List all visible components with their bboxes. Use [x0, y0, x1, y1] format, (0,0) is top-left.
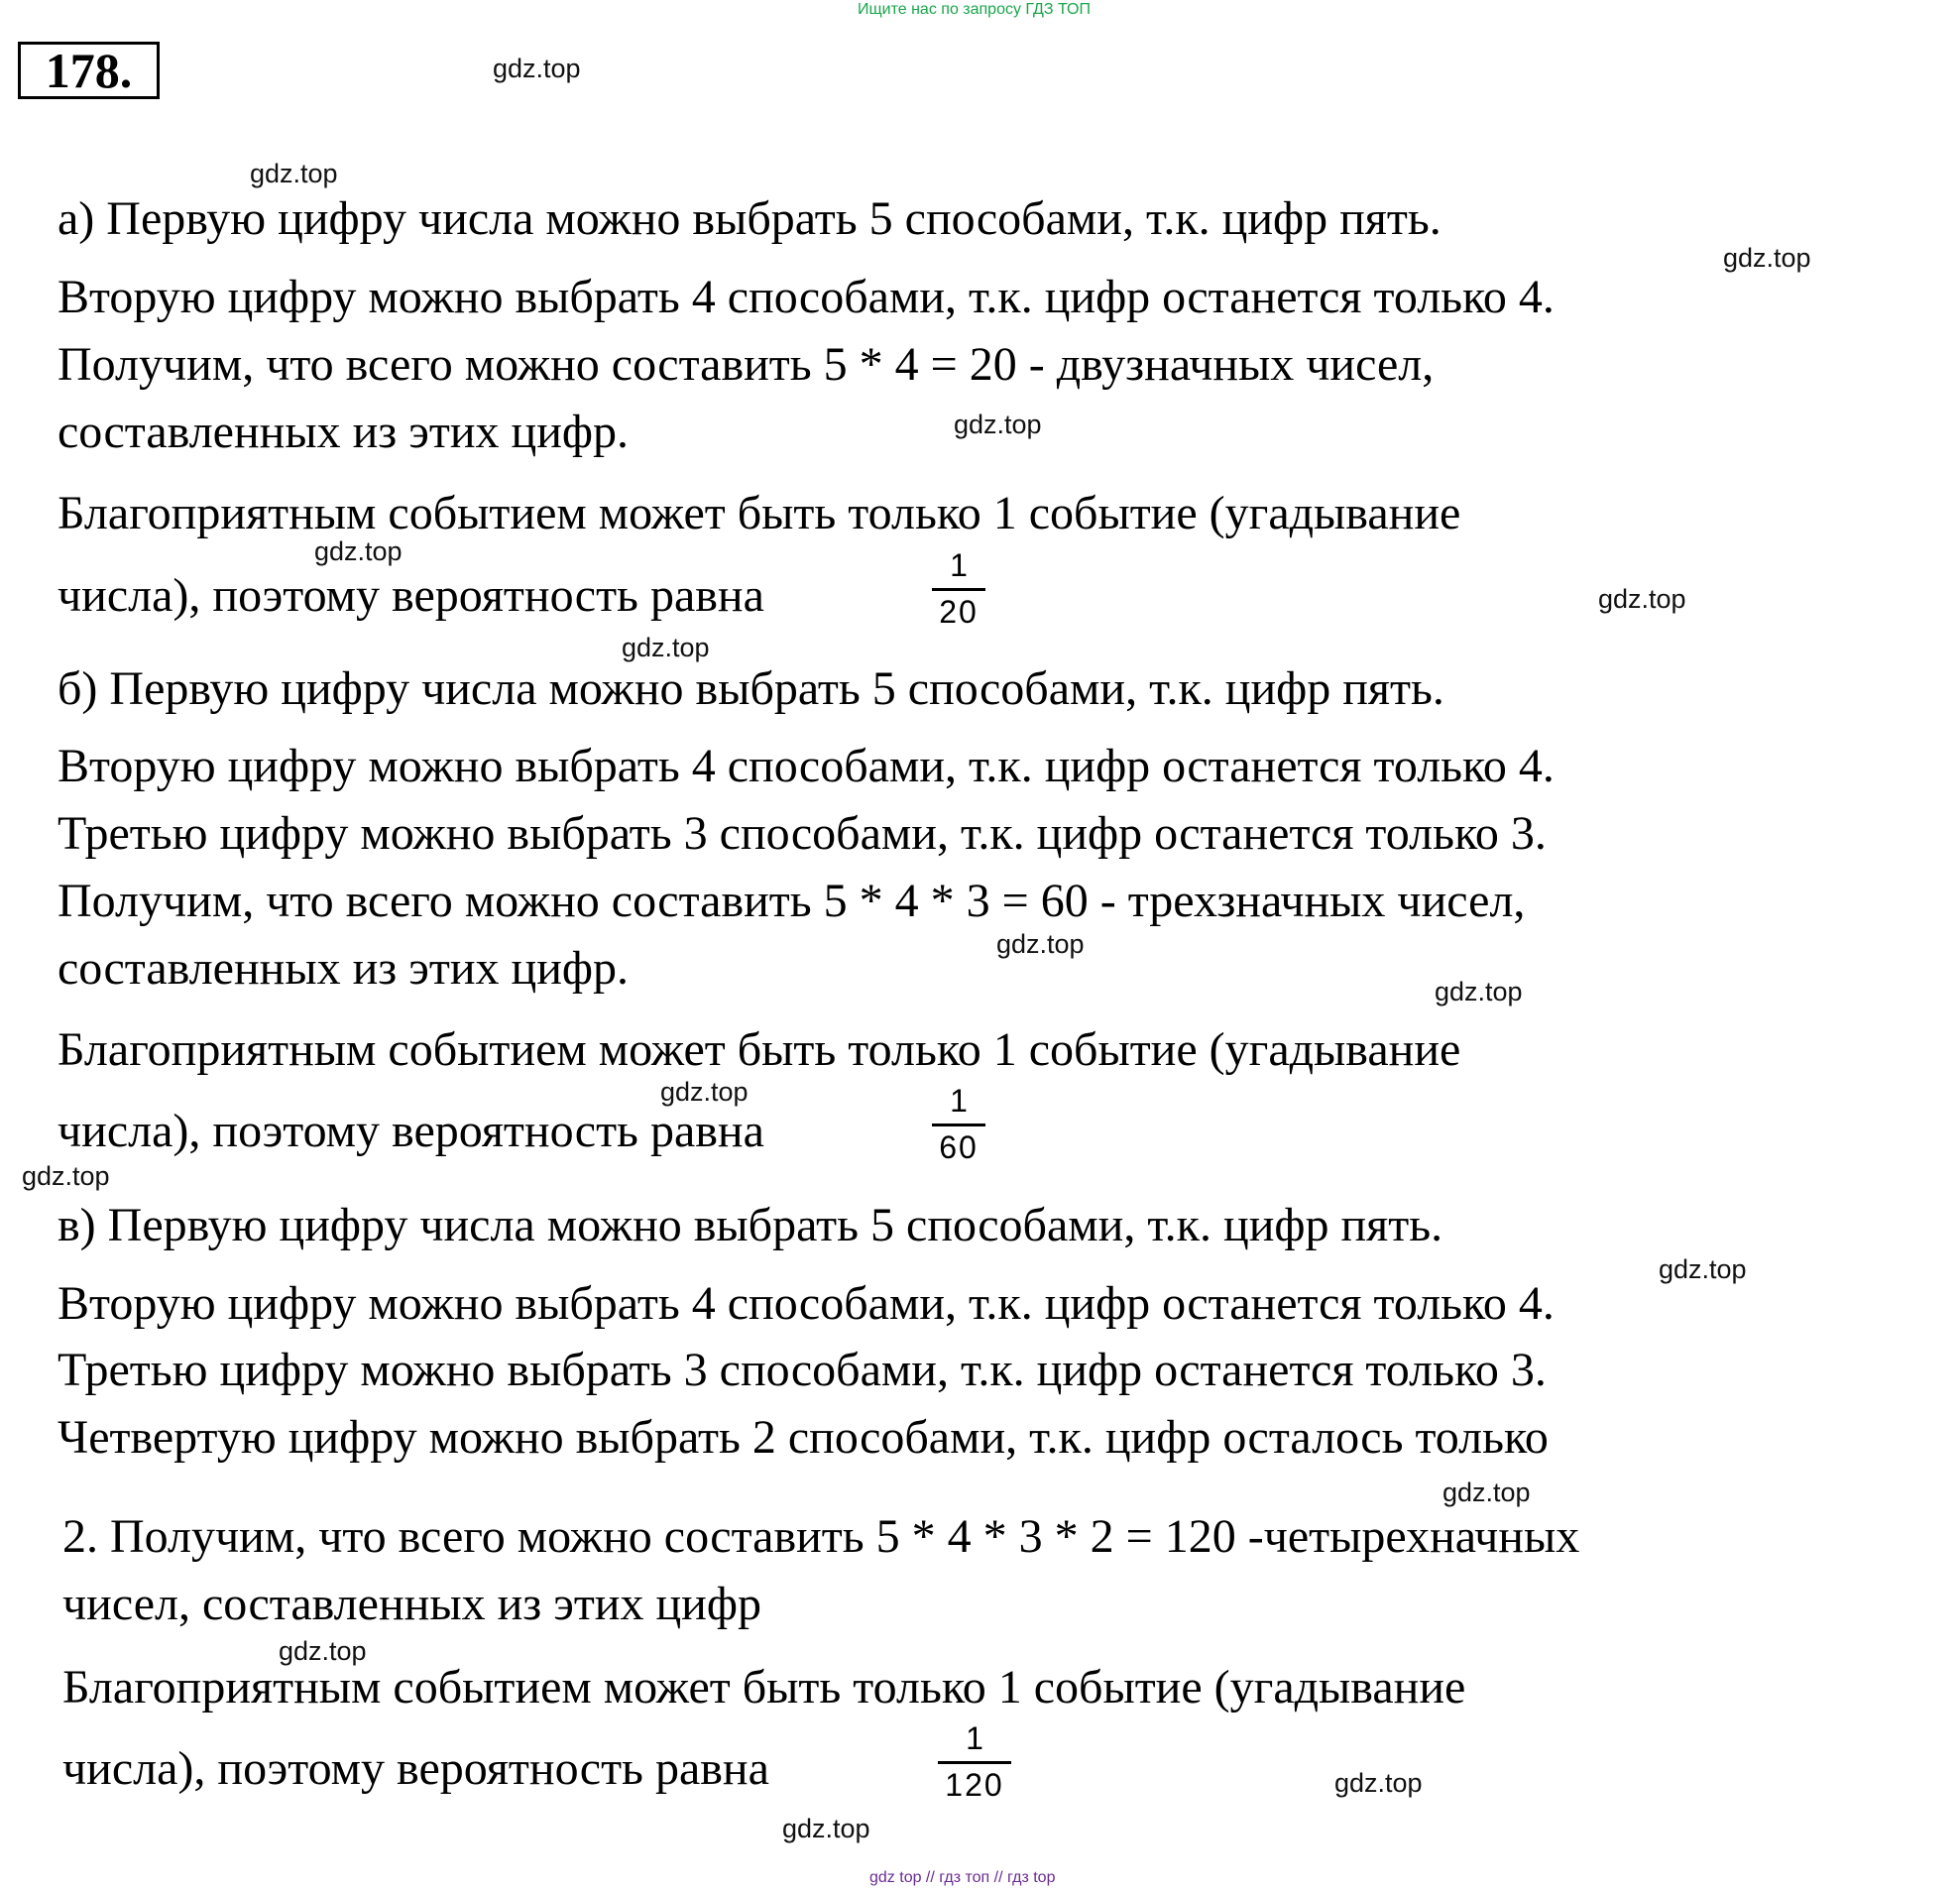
part-a-line-4: составленных из этих цифр.	[58, 406, 629, 458]
watermark: gdz.top	[782, 1814, 870, 1843]
fraction-denominator: 60	[939, 1129, 979, 1165]
part-c-line-2: Вторую цифру можно выбрать 4 способами, т.к. цифр останется только 4.	[58, 1277, 1555, 1330]
part-c-line-3: Третью цифру можно выбрать 3 способами, т.к. цифр останется только 3.	[58, 1344, 1547, 1396]
watermark: gdz.top	[279, 1636, 367, 1666]
watermark: gdz.top	[954, 410, 1042, 439]
watermark: gdz.top	[1334, 1768, 1423, 1798]
watermark: gdz.top	[1659, 1254, 1747, 1284]
fraction-numerator: 1	[966, 1720, 983, 1756]
part-c-line-5: 2. Получим, что всего можно составить 5 * 4 * 3 * 2 = 120 -четырехначных	[62, 1510, 1580, 1563]
watermark: gdz.top	[1435, 977, 1523, 1006]
part-a-line-6: числа), поэтому вероятность равна	[58, 569, 764, 622]
part-b-line-5: составленных из этих цифр.	[58, 942, 629, 995]
fraction-bar	[932, 1123, 985, 1126]
part-a-line-3: Получим, что всего можно составить 5 * 4 = 20 - двузначных чисел,	[58, 338, 1435, 391]
part-b-line-7: числа), поэтому вероятность равна	[58, 1105, 764, 1157]
fraction-bar	[938, 1761, 1011, 1764]
watermark: gdz.top	[1442, 1478, 1531, 1507]
part-c-line-4: Четвертую цифру можно выбрать 2 способами, т.к. цифр осталось только	[58, 1411, 1549, 1464]
part-b-line-6: Благоприятным событием может быть только 1 событие (угадывание	[58, 1023, 1461, 1076]
part-b-line-3: Третью цифру можно выбрать 3 способами, т.к. цифр останется только 3.	[58, 807, 1547, 860]
fraction-numerator: 1	[950, 1083, 968, 1119]
watermark: gdz.top	[622, 633, 710, 662]
top-search-link[interactable]: Ищите нас по запросу ГДЗ ТОП	[858, 1, 1091, 18]
watermark: gdz.top	[660, 1077, 749, 1107]
fraction-bar	[932, 588, 985, 591]
fraction-denominator: 20	[939, 594, 979, 630]
part-c-line-7: Благоприятным событием может быть только 1 событие (угадывание	[62, 1661, 1466, 1714]
fraction-denominator: 120	[945, 1767, 1004, 1803]
part-b-line-2: Вторую цифру можно выбрать 4 способами, т.к. цифр останется только 4.	[58, 740, 1555, 792]
part-c-line-8: числа), поэтому вероятность равна	[62, 1742, 769, 1795]
part-c-line-6: чисел, составленных из этих цифр	[62, 1578, 761, 1630]
part-a-line-1: а) Первую цифру числа можно выбрать 5 способами, т.к. цифр пять.	[58, 192, 1441, 245]
part-b-line-4: Получим, что всего можно составить 5 * 4 * 3 = 60 - трехзначных чисел,	[58, 875, 1526, 927]
watermark: gdz.top	[1723, 243, 1811, 273]
watermark: gdz.top	[250, 159, 338, 188]
part-a-fraction	[932, 548, 985, 629]
watermark: gdz.top	[996, 929, 1085, 959]
part-c-fraction	[938, 1721, 1011, 1802]
problem-number: 178.	[18, 42, 160, 99]
watermark: gdz.top	[314, 536, 403, 566]
bottom-link[interactable]: gdz top // гдз топ // гдз top	[869, 1869, 1056, 1886]
part-a-line-2: Вторую цифру можно выбрать 4 способами, т.к. цифр останется только 4.	[58, 271, 1555, 323]
part-a-line-5: Благоприятным событием может быть только 1 событие (угадывание	[58, 487, 1461, 539]
watermark: gdz.top	[1598, 584, 1686, 614]
fraction-numerator: 1	[950, 547, 968, 583]
part-c-line-1: в) Первую цифру числа можно выбрать 5 способами, т.к. цифр пять.	[58, 1199, 1443, 1251]
watermark: gdz.top	[22, 1161, 110, 1191]
part-b-line-1: б) Первую цифру числа можно выбрать 5 способами, т.к. цифр пять.	[58, 662, 1444, 715]
watermark: gdz.top	[493, 54, 581, 83]
part-b-fraction	[932, 1084, 985, 1164]
